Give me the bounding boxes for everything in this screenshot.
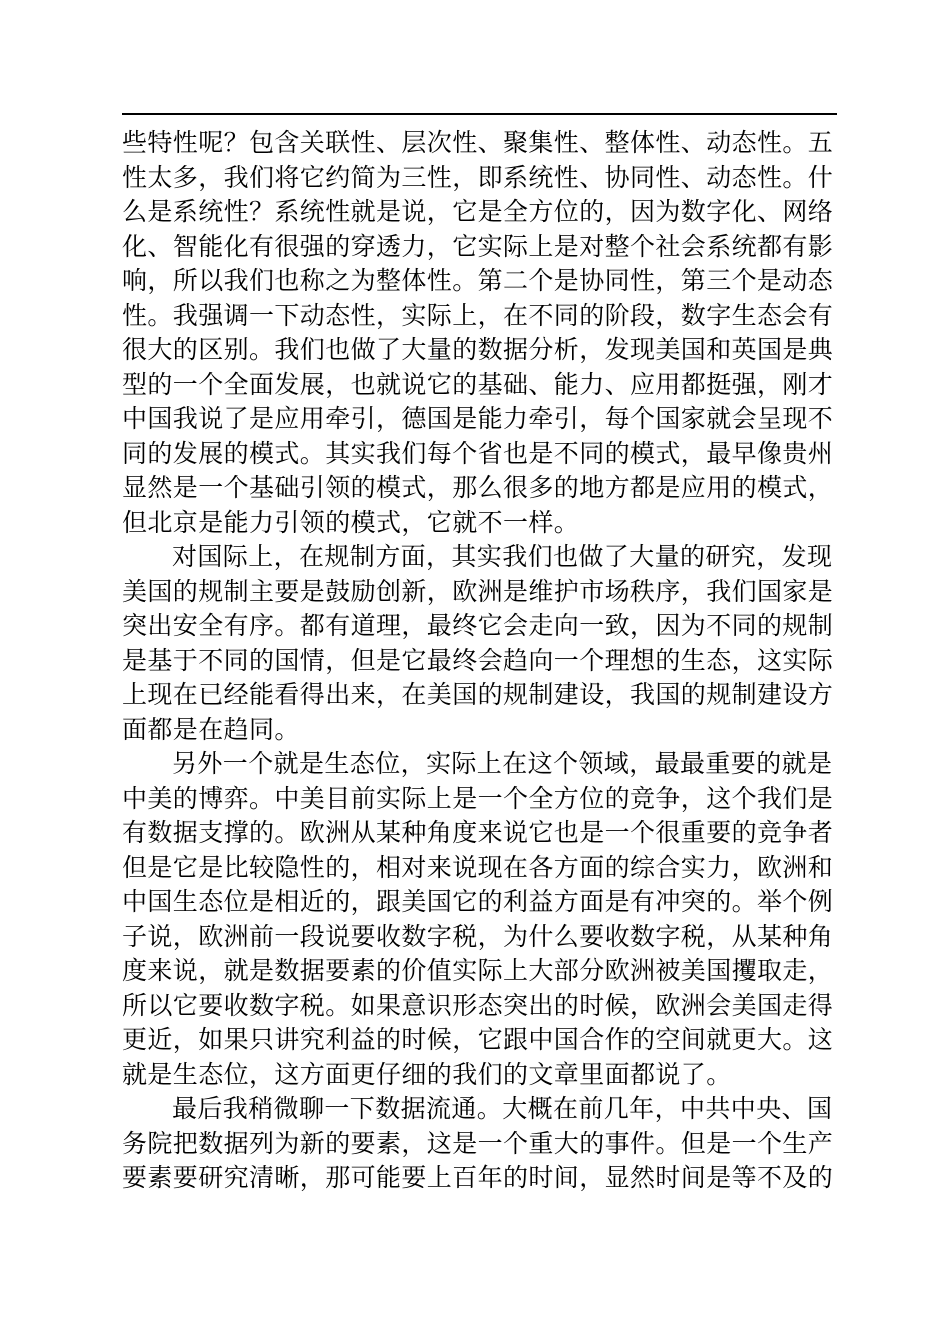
text-line: 是基于不同的国情，但是它最终会趋向一个理想的生态，这实际 [122,645,834,675]
text-line: 子说，欧洲前一段说要收数字税，为什么要收数字税，从某种角 [122,921,834,951]
text-line: 化、智能化有很强的穿透力，它实际上是对整个社会系统都有影 [122,231,834,261]
text-line: 要素要研究清晰，那可能要上百年的时间，显然时间是等不及的 [122,1163,834,1192]
paragraph-first-line: 最后我稍微聊一下数据流通。大概在前几年，中共中央、国 [172,1094,833,1123]
text-line: 但北京是能力引领的模式，它就不一样。 [122,507,580,537]
text-line: 美国的规制主要是鼓励创新，欧洲是维护市场秩序，我们国家是 [122,576,834,606]
paragraph-first-line: 另外一个就是生态位，实际上在这个领域，最最重要的就是 [172,749,833,778]
paragraph-first-line: 对国际上，在规制方面，其实我们也做了大量的研究，发现 [172,542,833,571]
text-line: 但是它是比较隐性的，相对来说现在各方面的综合实力，欧洲和 [122,852,834,882]
text-line: 所以它要收数字税。如果意识形态突出的时候，欧洲会美国走得 [122,990,834,1020]
text-line: 上现在已经能看得出来，在美国的规制建设，我国的规制建设方 [122,680,834,709]
document-body [122,126,842,1196]
text-line: 更近，如果只讲究利益的时候，它跟中国合作的空间就更大。这 [122,1025,834,1054]
text-line: 响，所以我们也称之为整体性。第二个是协同性，第三个是动态 [122,266,834,295]
text-line: 型的一个全面发展，也就说它的基础、能力、应用都挺强，刚才 [122,369,834,399]
text-line: 中国生态位是相近的，跟美国它的利益方面是有冲突的。举个例 [122,887,834,916]
text-line: 很大的区别。我们也做了大量的数据分析，发现美国和英国是典 [122,335,834,364]
text-line: 性太多，我们将它约简为三性，即系统性、协同性、动态性。什 [122,162,834,192]
text-line: 就是生态位，这方面更仔细的我们的文章里面都说了。 [122,1059,732,1089]
text-line: 务院把数据列为新的要素，这是一个重大的事件。但是一个生产 [122,1128,834,1158]
text-line: 同的发展的模式。其实我们每个省也是不同的模式，最早像贵州 [122,438,834,468]
text-line: 性。我强调一下动态性，实际上，在不同的阶段，数字生态会有 [122,300,834,330]
text-line: 度来说，就是数据要素的价值实际上大部分欧洲被美国攫取走， [122,956,834,985]
text-line: 么是系统性？系统性就是说，它是全方位的，因为数字化、网络 [122,197,834,226]
text-line: 中美的博弈。中美目前实际上是一个全方位的竞争，这个我们是 [122,783,834,813]
text-line: 突出安全有序。都有道理，最终它会走向一致，因为不同的规制 [122,611,834,640]
text-line: 面都是在趋同。 [122,714,300,744]
text-line: 中国我说了是应用牵引，德国是能力牵引，每个国家就会呈现不 [122,404,834,433]
text-line: 有数据支撑的。欧洲从某种角度来说它也是一个很重要的竞争者 [122,818,834,847]
header-rule [122,113,837,115]
text-line: 些特性呢？包含关联性、层次性、聚集性、整体性、动态性。五 [122,128,834,157]
text-line: 显然是一个基础引领的模式，那么很多的地方都是应用的模式， [122,473,834,502]
